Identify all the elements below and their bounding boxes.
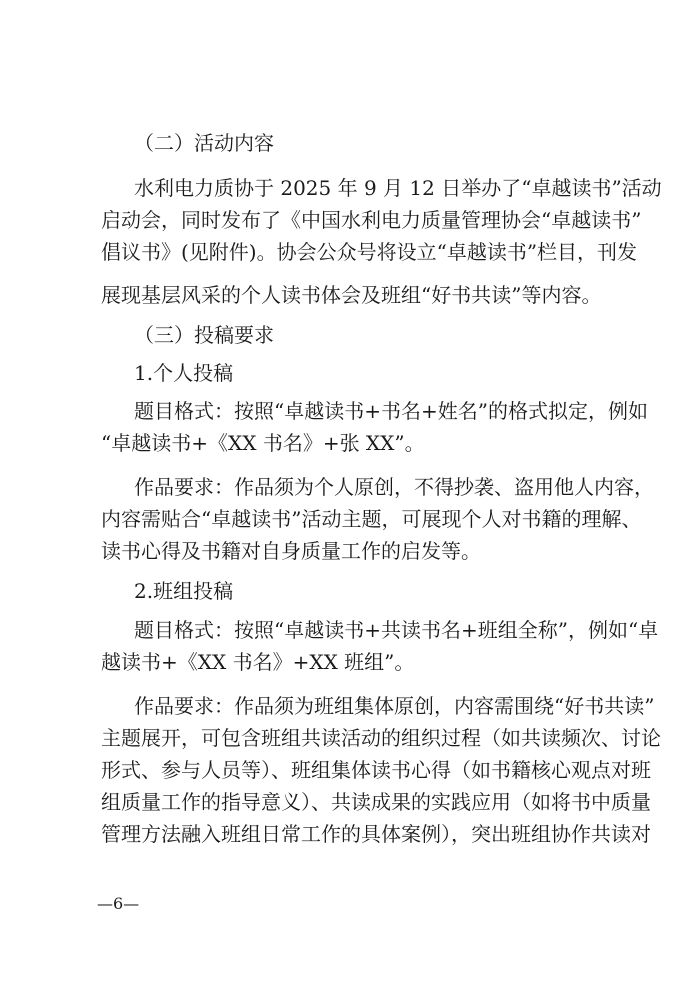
paragraph-line: 内容需贴合“卓越读书”活动主题，可展现个人对书籍的理解、 — [101, 507, 642, 531]
paragraph-line: 越读书+《XX 书名》+XX 班组”。 — [101, 650, 415, 674]
section-heading-activity-content: （二）活动内容 — [134, 131, 274, 155]
paragraph-line: 主题展开，可包含班组共读活动的组织过程（如共读频次、讨论 — [101, 726, 661, 750]
paragraph-line: 水利电力质协于 2025 年 9 月 12 日举办了“卓越读书”活动 — [134, 176, 662, 200]
subheading-individual-submission: 1.个人投稿 — [134, 361, 234, 385]
page-number: —6— — [97, 894, 140, 913]
paragraph-line: 读书心得及书籍对自身质量工作的启发等。 — [101, 539, 481, 563]
paragraph-line: 题目格式：按照“卓越读书+书名+姓名”的格式拟定，例如 — [134, 399, 648, 423]
paragraph-line: 作品要求：作品须为个人原创，不得抄袭、盗用他人内容， — [134, 475, 654, 499]
paragraph-line: “卓越读书+《XX 书名》+张 XX”。 — [101, 431, 425, 455]
paragraph-line: 组质量工作的指导意义）、共读成果的实践应用（如将书中质量 — [101, 790, 651, 814]
paragraph-line: 启动会，同时发布了《中国水利电力质量管理协会“卓越读书” — [101, 208, 642, 232]
paragraph-line: 形式、参与人员等）、班组集体读书心得（如书籍核心观点对班 — [101, 758, 651, 782]
paragraph-line: 展现基层风采的个人读书体会及班组“好书共读”等内容。 — [101, 283, 602, 307]
paragraph-line: 管理方法融入班组日常工作的具体案例），突出班组协作共读对 — [101, 822, 651, 846]
paragraph-line: 题目格式：按照“卓越读书+共读书名+班组全称”，例如“卓 — [134, 618, 659, 642]
subheading-team-submission: 2.班组投稿 — [134, 579, 234, 603]
section-heading-submission-requirements: （三）投稿要求 — [134, 323, 274, 347]
paragraph-line: 倡议书》(见附件)。协会公众号将设立“卓越读书”栏目，刊发 — [101, 240, 638, 264]
paragraph-line: 作品要求：作品须为班组集体原创，内容需围绕“好书共读” — [134, 694, 655, 718]
